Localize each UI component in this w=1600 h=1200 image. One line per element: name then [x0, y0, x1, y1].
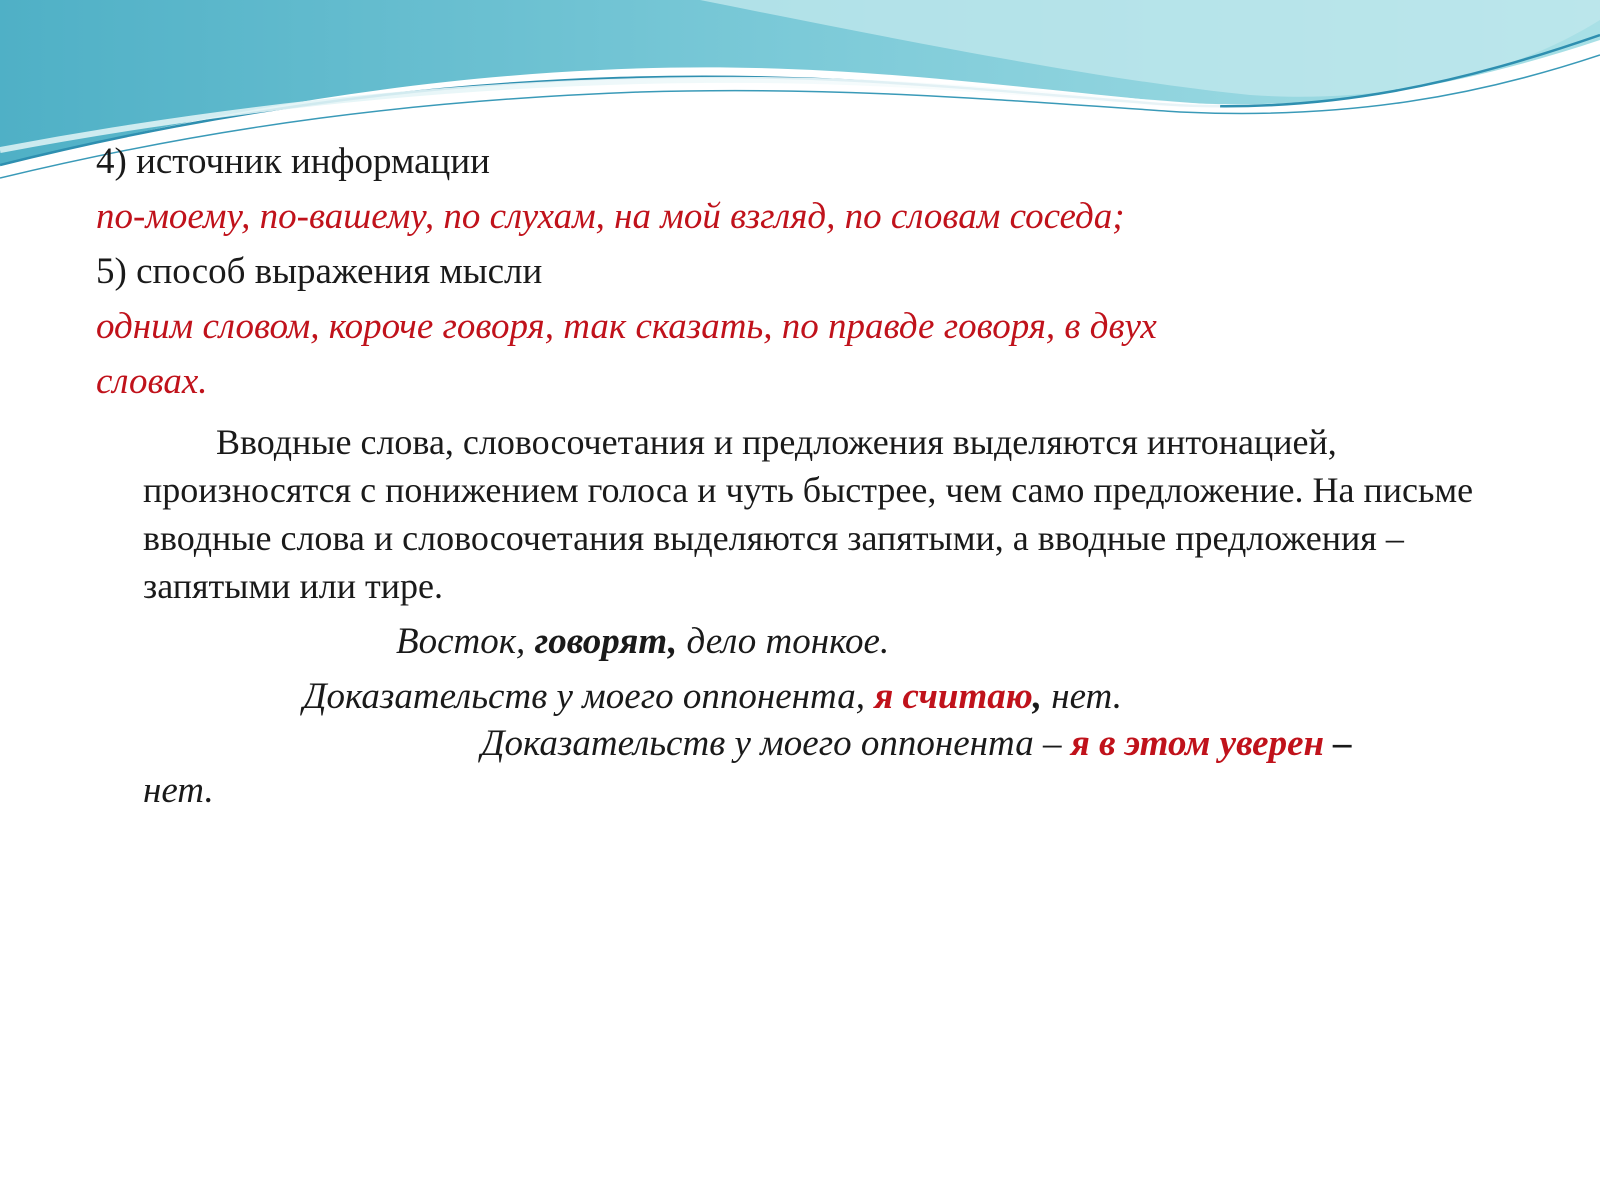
example2-after: нет. [1042, 676, 1122, 717]
example1-after: дело тонкое. [677, 621, 890, 662]
example-sentence-1 [396, 623, 889, 660]
example2-comma: , [1032, 676, 1043, 717]
example2-highlight: я считаю [874, 676, 1033, 717]
rule-paragraph-text: Вводные слова, словосочетания и предложения выделяются интонацией, произносятся с понижением голоса и чуть быстрее, чем само предложение. На письме вводные слова и словосочетания выделяются запятыми, а вводные предложения – запятыми или тире. [143, 422, 1474, 606]
rule-paragraph [143, 418, 1493, 610]
item5-examples-line1: одним словом, короче говоря, так сказать, по правде говоря, в двух [96, 306, 1157, 347]
example3-before: Доказательств у моего оппонента – [481, 723, 1071, 764]
item5-heading: 5) способ выражения мысли [96, 251, 543, 292]
example2-before: Доказательств у моего оппонента, [303, 676, 875, 717]
example3-after: нет. [143, 770, 214, 811]
example3-highlight: я в этом уверен [1070, 723, 1325, 764]
example3-dash: – [1324, 723, 1352, 764]
example-sentence-3 [481, 725, 1352, 762]
item4-heading: 4) источник информации [96, 141, 490, 182]
example1-before: Восток, [396, 621, 535, 662]
example-sentence-3-continuation [143, 772, 214, 809]
item5-examples-line2: словах. [96, 361, 208, 402]
example1-highlight: говорят, [534, 621, 678, 662]
example-sentence-2 [303, 678, 1122, 715]
item4-examples: по-моему, по-вашему, по слухам, на мой взгляд, по словам соседа; [96, 196, 1125, 237]
